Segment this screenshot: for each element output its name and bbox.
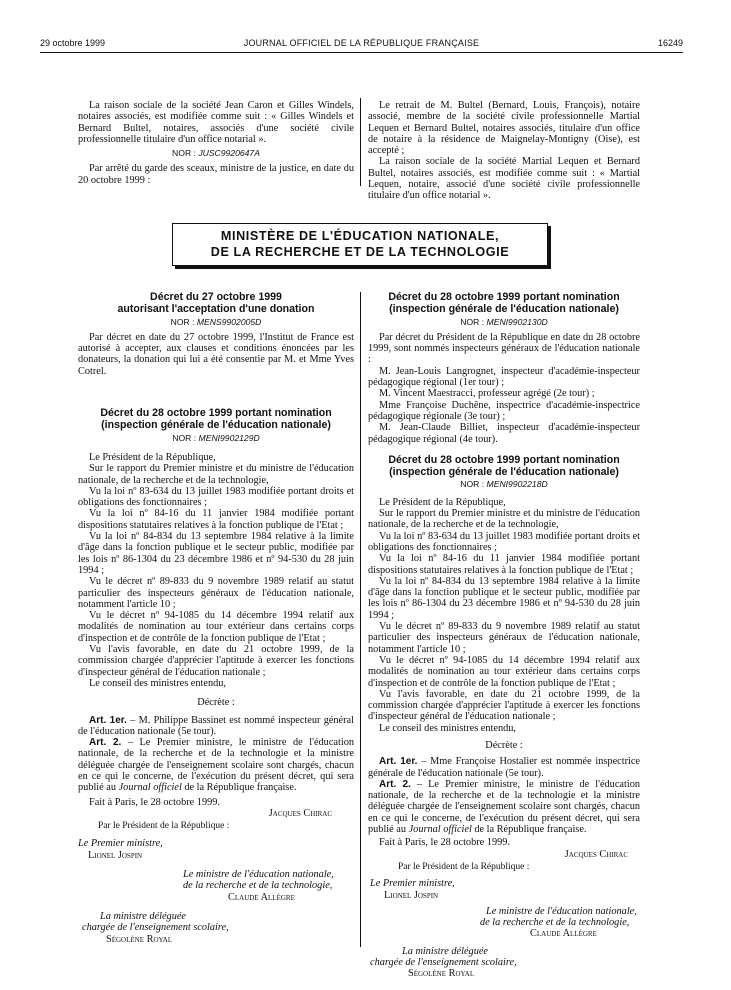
paragraph: Vu le décret nº 94-1085 du 14 décembre 1994 relatif aux modalités de nomination au tour extérieur dans certains corps d'inspection et de contrôle de la fonction publique de l'Etat ; — [368, 654, 640, 689]
nor-code: MENI9902218D — [486, 479, 548, 490]
nor-label: NOR : — [170, 316, 195, 327]
article-label: Art. 2. — [89, 737, 122, 749]
article-label: Art. 1er. — [379, 756, 418, 768]
article-text: – Le Premier ministre, le ministre de l'éducation nationale, de la recherche et de la technologie et la ministre déléguée chargée de l'enseignement scolaire sont chargés, chacun en ce qui le concerne, de l'exécution du présent décret, qui sera publié au — [368, 778, 640, 836]
decree-title-line2: (inspection générale de l'éducation nationale) — [101, 418, 331, 431]
pm-name: Lionel Jospin — [88, 849, 143, 861]
ministry-banner-line2: DE LA RECHERCHE ET DE LA TECHNOLOGIE — [210, 245, 510, 259]
paragraph: M. Jean-Louis Langrognet, inspecteur d'académie-inspecteur pédagogique régional (1er tour) ; — [368, 365, 640, 389]
nor-reference — [78, 433, 354, 444]
paragraph: Le retrait de M. Bultel (Bernard, Louis, François), notaire associé, membre de la société civile professionnelle Martial Lequen et Bernard Bultel, notaires associés, titulaire d'un office de notaire à la résidence de Maignelay-Montigny (Oise), est accepté ; — [368, 100, 640, 157]
nor-code: MENI9902129D — [198, 432, 260, 443]
nor-code: JUSC9920647A — [198, 148, 260, 159]
paragraph: M. Vincent Maestracci, professeur agrégé (2e tour) ; — [379, 388, 595, 400]
top-left-column — [78, 100, 354, 186]
article-text: de la République française. — [181, 782, 297, 794]
paragraph: M. Jean-Claude Billiet, inspecteur d'académie-inspecteur pédagogique régional (4e tour). — [368, 422, 640, 445]
decree-title-line2: autorisant l'acceptation d'une donation — [117, 302, 315, 315]
minister-name: Claude Allègre — [228, 891, 295, 903]
paragraph: Vu la loi nº 84-16 du 11 janvier 1984 modifiée portant dispositions statutaires relatives à la fonction publique de l'Etat ; — [78, 508, 354, 531]
article-text: – Le Premier ministre, le ministre de l'éducation nationale, de la recherche et de la technologie et la ministre déléguée chargée de l'enseignement scolaire sont chargés, chacun en ce qui le concerne, de l'exécution du présent décret, qui sera publié au — [78, 737, 354, 794]
header-date: 29 octobre 1999 — [40, 38, 106, 48]
decree-title-line1: Décret du 28 octobre 1999 portant nomination — [100, 407, 332, 420]
nor-reference — [78, 148, 354, 159]
minister-delegate-title-1: La ministre déléguée — [402, 945, 488, 957]
page-header — [40, 38, 683, 52]
decree-title — [78, 292, 354, 316]
nor-code: MENS9902005D — [196, 316, 262, 327]
decrete-label: Décrète : — [485, 739, 523, 751]
left-column — [78, 292, 354, 945]
nor-reference — [78, 317, 354, 328]
header-rule — [40, 52, 683, 53]
fait-a-paris: Fait à Paris, le 28 octobre 1999. — [379, 837, 510, 849]
minister-title-1: Le ministre de l'éducation nationale, — [183, 869, 334, 881]
article-label: Art. 2. — [379, 778, 411, 790]
decree-body — [368, 497, 640, 734]
journal-officiel-ref: Journal officiel — [118, 782, 182, 794]
top-right-column — [368, 100, 640, 202]
pm-title: Le Premier ministre, — [78, 838, 163, 850]
paragraph: Vu la loi nº 83-634 du 13 juillet 1983 modifiée portant droits et obligations des fonctionnaires ; — [368, 530, 640, 553]
ministry-banner — [172, 223, 548, 266]
nor-code: MENI9902130D — [486, 316, 548, 327]
journal-officiel-ref: Journal officiel — [408, 824, 472, 836]
paragraph: Vu le décret nº 94-1085 du 14 décembre 1994 relatif aux modalités de nomination au tour extérieur dans certains corps d'inspection et de contrôle de la fonction publique de l'Etat ; — [78, 610, 354, 644]
article-1 — [368, 756, 640, 779]
article-text: – Mme Françoise Hostalier est nommée inspectrice générale de l'éducation nationale (5e tour). — [368, 756, 641, 779]
signature-president: Jacques Chirac — [268, 807, 332, 819]
ministry-banner-line1: MINISTÈRE DE L'ÉDUCATION NATIONALE, — [220, 229, 500, 243]
article-2 — [78, 737, 354, 793]
pm-name: Lionel Jospin — [384, 889, 439, 901]
header-page-number: 16249 — [657, 38, 683, 48]
right-column — [368, 292, 640, 980]
article-2 — [368, 779, 640, 835]
decree-title-line1: Décret du 27 octobre 1999 — [150, 291, 282, 303]
nor-label: NOR : — [172, 148, 196, 159]
paragraph: Vu la loi nº 84-16 du 11 janvier 1984 modifiée portant dispositions statutaires relatives à la fonction publique de l'Etat ; — [368, 553, 640, 576]
decree-title-line2: (inspection générale de l'éducation nationale) — [389, 302, 619, 315]
paragraph: Le conseil des ministres entendu, — [379, 722, 516, 734]
par-le-president: Par le Président de la République : — [398, 861, 530, 872]
minister-delegate-title-2: chargée de l'enseignement scolaire, — [370, 957, 517, 969]
decree-body — [78, 452, 354, 689]
column-divider-main — [360, 292, 361, 947]
paragraph: Mme Françoise Duchêne, inspectrice d'académie-inspectrice pédagogique régionale (3e tour) ; — [368, 399, 640, 422]
fait-a-paris: Fait à Paris, le 28 octobre 1999. — [89, 796, 220, 808]
decree-title — [78, 408, 354, 432]
par-le-president: Par le Président de la République : — [98, 821, 230, 832]
decree-title — [368, 455, 640, 479]
paragraph: Par décret en date du 27 octobre 1999, l'Institut de France est autorisé à accepter, aux clauses et conditions énoncées par les donateurs, la donation qui lui a été consentie par M. et Mme Yves Cotrel. — [78, 331, 354, 377]
minister-delegate-title-2: chargée de l'enseignement scolaire, — [82, 922, 229, 934]
decrete-label: Décrète : — [197, 697, 235, 709]
signature-president: Jacques Chirac — [564, 848, 628, 860]
article-label: Art. 1er. — [89, 714, 127, 726]
nor-label: NOR : — [172, 432, 197, 443]
minister-title-2: de la recherche et de la technologie, — [183, 880, 333, 892]
paragraph: Vu le décret nº 89-833 du 9 novembre 1989 relatif au statut particulier des inspecteurs généraux de l'éducation nationale, notamment l'article 10 ; — [78, 576, 354, 610]
decree-title — [368, 292, 640, 316]
minister-delegate-name: Ségolène Royal — [106, 933, 173, 945]
paragraph: Vu la loi nº 84-834 du 13 septembre 1984 relative à la limite d'âge dans la fonction publique et le secteur public, modifiée par les lois nº 86-1304 du 23 décembre 1986 et nº 94-530 du 28 juin 1994 ; — [78, 531, 354, 576]
nor-label: NOR : — [460, 479, 485, 490]
article-text: de la République française. — [471, 824, 587, 836]
article-1 — [78, 715, 354, 738]
minister-name: Claude Allègre — [530, 928, 597, 940]
decree-title-line1: Décret du 28 octobre 1999 portant nomination — [388, 453, 620, 466]
paragraph: Le conseil des ministres entendu, — [89, 677, 226, 689]
paragraph: Sur le rapport du Premier ministre et du ministre de l'éducation nationale, de la recherche et de la technologie, — [368, 508, 640, 531]
nor-reference — [368, 317, 640, 328]
paragraph: La raison sociale de la société Jean Caron et Gilles Windels, notaires associés, est modifiée comme suit : « Gilles Windels et Bernard Bultel, notaires, associés d'une société civile professionnelle titulaire d'un office notarial ». — [78, 100, 354, 145]
header-journal-title: JOURNAL OFFICIEL DE LA RÉPUBLIQUE FRANÇAISE — [243, 38, 480, 48]
paragraph: Vu le décret nº 89-833 du 9 novembre 1989 relatif au statut particulier des inspecteurs généraux de l'éducation nationale, notamment l'article 10 ; — [368, 621, 640, 655]
nor-reference — [368, 479, 640, 490]
paragraph: Par arrêté du garde des sceaux, ministre de la justice, en date du 20 octobre 1999 : — [78, 163, 354, 186]
nor-label: NOR : — [460, 316, 485, 327]
minister-title-2: de la recherche et de la technologie, — [480, 917, 630, 929]
paragraph: Vu l'avis favorable, en date du 21 octobre 1999, de la commission chargée d'apprécier l'aptitude à exercer les fonctions d'inspecteur général de l'éducation nationale ; — [78, 644, 354, 678]
paragraph: Sur le rapport du Premier ministre et du ministre de l'éducation nationale, de la recherche et de la technologie, — [78, 463, 354, 486]
paragraph: La raison sociale de la société Martial Lequen et Bernard Bultel, notaires associés, est modifiée comme suit : « Martial Lequen, notaire, associé d'une société civile professionnelle titulaire d'un office notarial ». — [368, 156, 640, 202]
paragraph: Le Président de la République, — [89, 451, 216, 463]
minister-delegate-name: Ségolène Royal — [408, 968, 475, 980]
paragraph: Le Président de la République, — [379, 496, 506, 508]
minister-title-1: Le ministre de l'éducation nationale, — [486, 905, 637, 917]
paragraph: Vu la loi nº 83-634 du 13 juillet 1983 modifiée portant droits et obligations des fonctionnaires ; — [78, 485, 354, 509]
decree-title-line1: Décret du 28 octobre 1999 portant nomination — [388, 291, 620, 303]
article-text: – M. Philippe Bassinet est nommé inspecteur général de l'éducation nationale (5e tour). — [78, 714, 354, 737]
paragraph: Vu la loi nº 84-834 du 13 septembre 1984 relative à la limite d'âge dans la fonction publique et le secteur public, modifiée par les lois nº 86-1304 du 23 décembre 1986 et nº 94-530 du 28 juin 1994 ; — [368, 575, 640, 621]
decree-title-line2: (inspection générale de l'éducation nationale) — [389, 465, 619, 478]
minister-delegate-title-1: La ministre déléguée — [100, 910, 186, 922]
paragraph: Vu l'avis favorable, en date du 21 octobre 1999, de la commission chargée d'apprécier l'aptitude à exercer les fonctions d'inspecteur général de l'éducation nationale ; — [368, 688, 640, 723]
pm-title: Le Premier ministre, — [370, 878, 455, 890]
paragraph: Par décret du Président de la République en date du 28 octobre 1999, sont nommés inspecteurs généraux de l'éducation nationale : — [368, 331, 640, 366]
column-divider-top — [360, 98, 361, 186]
